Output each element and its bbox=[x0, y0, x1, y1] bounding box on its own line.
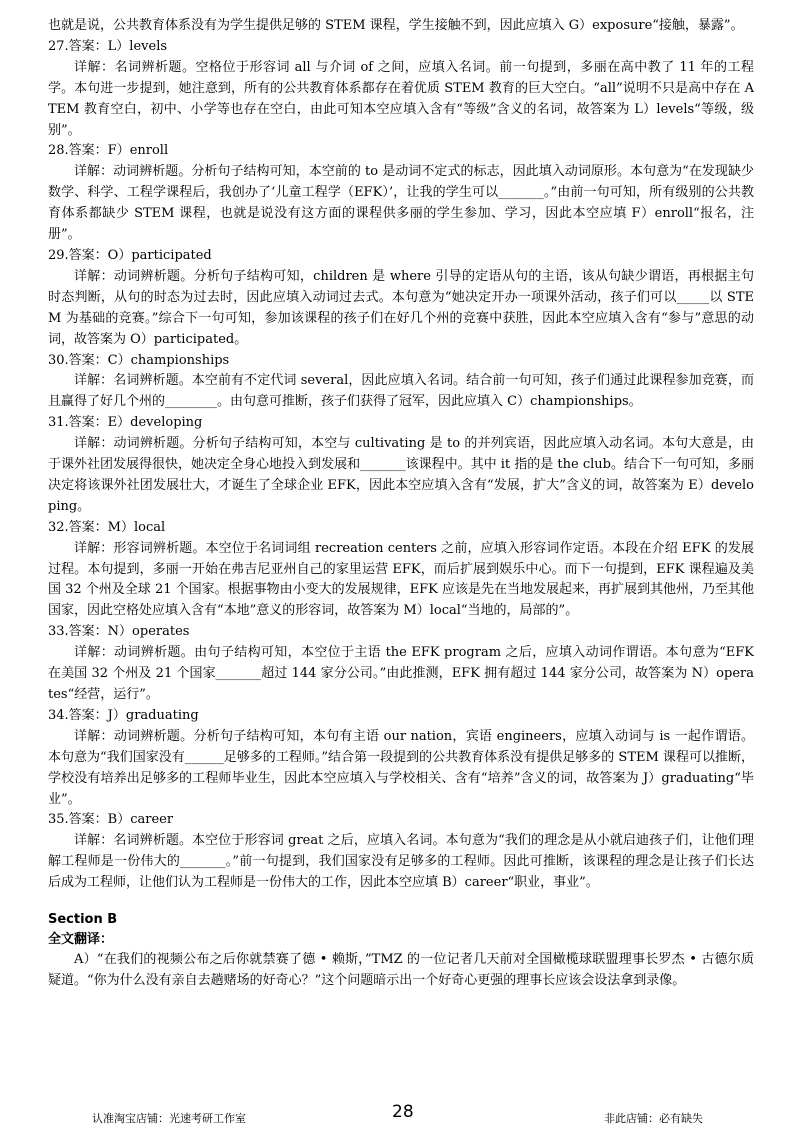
answer-29: 29.答案：O）participated bbox=[48, 247, 212, 263]
answer-31: 31.答案：E）developing bbox=[48, 415, 203, 431]
footer-warning: 非此店铺：必有缺失 bbox=[604, 1112, 703, 1125]
explanation-34: 详解：动词辨析题。分析句子结构可知，本句有主语 our nation，宾语 engineers，应填入动词与 is 一起作谓语。本句意为“我们国家没有______足够多的工程师。”结合第一段提到的公共教育体系没有提供足够多的 STEM 课程可以推断，学校没有培养出足够多的工程师毕业生，因此本空应填入与学校相关、含有“培养”含义的词，故答案为 J）graduating“毕业”。 bbox=[48, 728, 754, 807]
explanation-28: 详解：动词辨析题。分析句子结构可知，本空前的 to 是动词不定式的标志，因此填入动词原形。本句意为“在发现缺少数学、科学、工程学课程后，我创办了‘儿童工程学（EFK）’，让我的学生可以_______。”由前一句可知，所有级别的公共教育体系都缺少 STEM 课程，也就是说没有这方面的课程供多丽的学生参加、学习，因此本空应填 F）enroll“报名，注册”。 bbox=[48, 164, 754, 243]
section-spacer bbox=[48, 894, 754, 910]
answer-33: 33.答案：N）operates bbox=[48, 624, 190, 640]
translation-heading: 全文翻译： bbox=[48, 932, 114, 948]
answer-27: 27.答案：L）levels bbox=[48, 38, 168, 54]
answer-34: 34.答案：J）graduating bbox=[48, 707, 199, 723]
section-heading: Section B bbox=[48, 912, 118, 928]
explanation-32: 详解：形容词辨析题。本空位于名词词组 recreation centers 之前，应填入形容词作定语。本段在介绍 EFK 的发展过程。本句提到，多丽一开始在弗吉尼亚州自己的家里运营 EFK，而后扩展到娱乐中心。而下一句提到，EFK 课程遍及美国 32 个州及全球 21 个国家。根据事物由小变大的发展规律，EFK 应该是先在当地发展起来，再扩展到其他州，乃至其他国家，因此空格处应填入含有“本地”意义的形容词，故答案为 M）local“当地的，局部的”。 bbox=[48, 540, 754, 619]
answer-30: 30.答案：C）championships bbox=[48, 352, 230, 368]
footer-shop-note: 认准淘宝店铺：光速考研工作室 bbox=[92, 1112, 246, 1125]
translation-paragraph-a: A）“在我们的视频公布之后你就禁赛了德 • 赖斯，”TMZ 的一位记者几天前对全国橄榄球联盟理事长罗杰 • 古德尔质疑道。“你为什么没有亲自去趟赌场的好奇心？”这个问题暗示出一个好奇心更强的理事长应该会设法拿到录像。 bbox=[48, 952, 754, 988]
page-footer bbox=[0, 1102, 800, 1126]
explanation-35: 详解：名词辨析题。本空位于形容词 great 之后，应填入名词。本句意为“我们的理念是从小就启迪孩子们，让他们理解工程师是一份伟大的_______。”前一句提到，我们国家没有足够多的工程师。因此可推断，该课程的理念是让孩子们长达后成为工程师，让他们认为工程师是一份伟大的工作，因此本空应填 B）career“职业，事业”。 bbox=[48, 833, 754, 891]
paragraph-continuation: 也就是说，公共教育体系没有为学生提供足够的 STEM 课程，学生接触不到，因此应填入 G）exposure“接触，暴露”。 bbox=[48, 18, 744, 33]
explanation-31: 详解：动词辨析题。分析句子结构可知，本空与 cultivating 是 to 的并列宾语，因此应填入动名词。本句大意是，由于课外社团发展得很快，她决定全身心地投入到发展和_______该课程中。其中 it 指的是 the club。结合下一句可知，多丽决定将该课外社团发展壮大，才诞生了全球企业 EFK，因此本空应填入含有“发展，扩大”含义的词，故答案为 E）developing。 bbox=[48, 436, 754, 514]
page-number: 28 bbox=[392, 1102, 414, 1122]
document-page bbox=[48, 16, 754, 992]
explanation-29: 详解：动词辨析题。分析句子结构可知，children 是 where 引导的定语从句的主语，该从句缺少谓语，再根据主句时态判断，从句的时态为过去时，因此应填入动词过去式。本句意为“她决定开办一项课外活动，孩子们可以_____以 STEM 为基础的竞赛。”综合下一句可知，参加该课程的孩子们在好几个州的竞赛中获胜，因此本空应填入含有“参与”意思的动词，故答案为 O）participated。 bbox=[48, 268, 754, 347]
answer-35: 35.答案：B）career bbox=[48, 812, 174, 828]
answer-32: 32.答案：M）local bbox=[48, 519, 166, 535]
answer-28: 28.答案：F）enroll bbox=[48, 143, 169, 159]
explanation-30: 详解：名词辨析题。本空前有不定代词 several，因此应填入名词。结合前一句可知，孩子们通过此课程参加竞赛，而且赢得了好几个州的________。由句意可推断，孩子们获得了冠军，因此应填入 C）championships。 bbox=[48, 373, 754, 410]
explanation-33: 详解：动词辨析题。由句子结构可知，本空位于主语 the EFK program 之后，应填入动词作谓语。本句意为“EFK 在美国 32 个州及 21 个国家_______超过 144 家分公司。”由此推测，EFK 拥有超过 144 家分公司，故答案为 N）operates“经营，运行”。 bbox=[48, 645, 754, 702]
explanation-27: 详解：名词辨析题。空格位于形容词 all 与介词 of 之间，应填入名词。前一句提到，多丽在高中教了 11 年的工程学。本句进一步提到，她注意到，所有的公共教育体系都存在着优质 STEM 教育的巨大空白。“all”说明不只是高中存在 ATEM 教育空白，初中、小学等也存在空白，由此可知本空应填入含有“等级”含义的名词，故答案为 L）levels“等级，级别”。 bbox=[48, 59, 754, 138]
